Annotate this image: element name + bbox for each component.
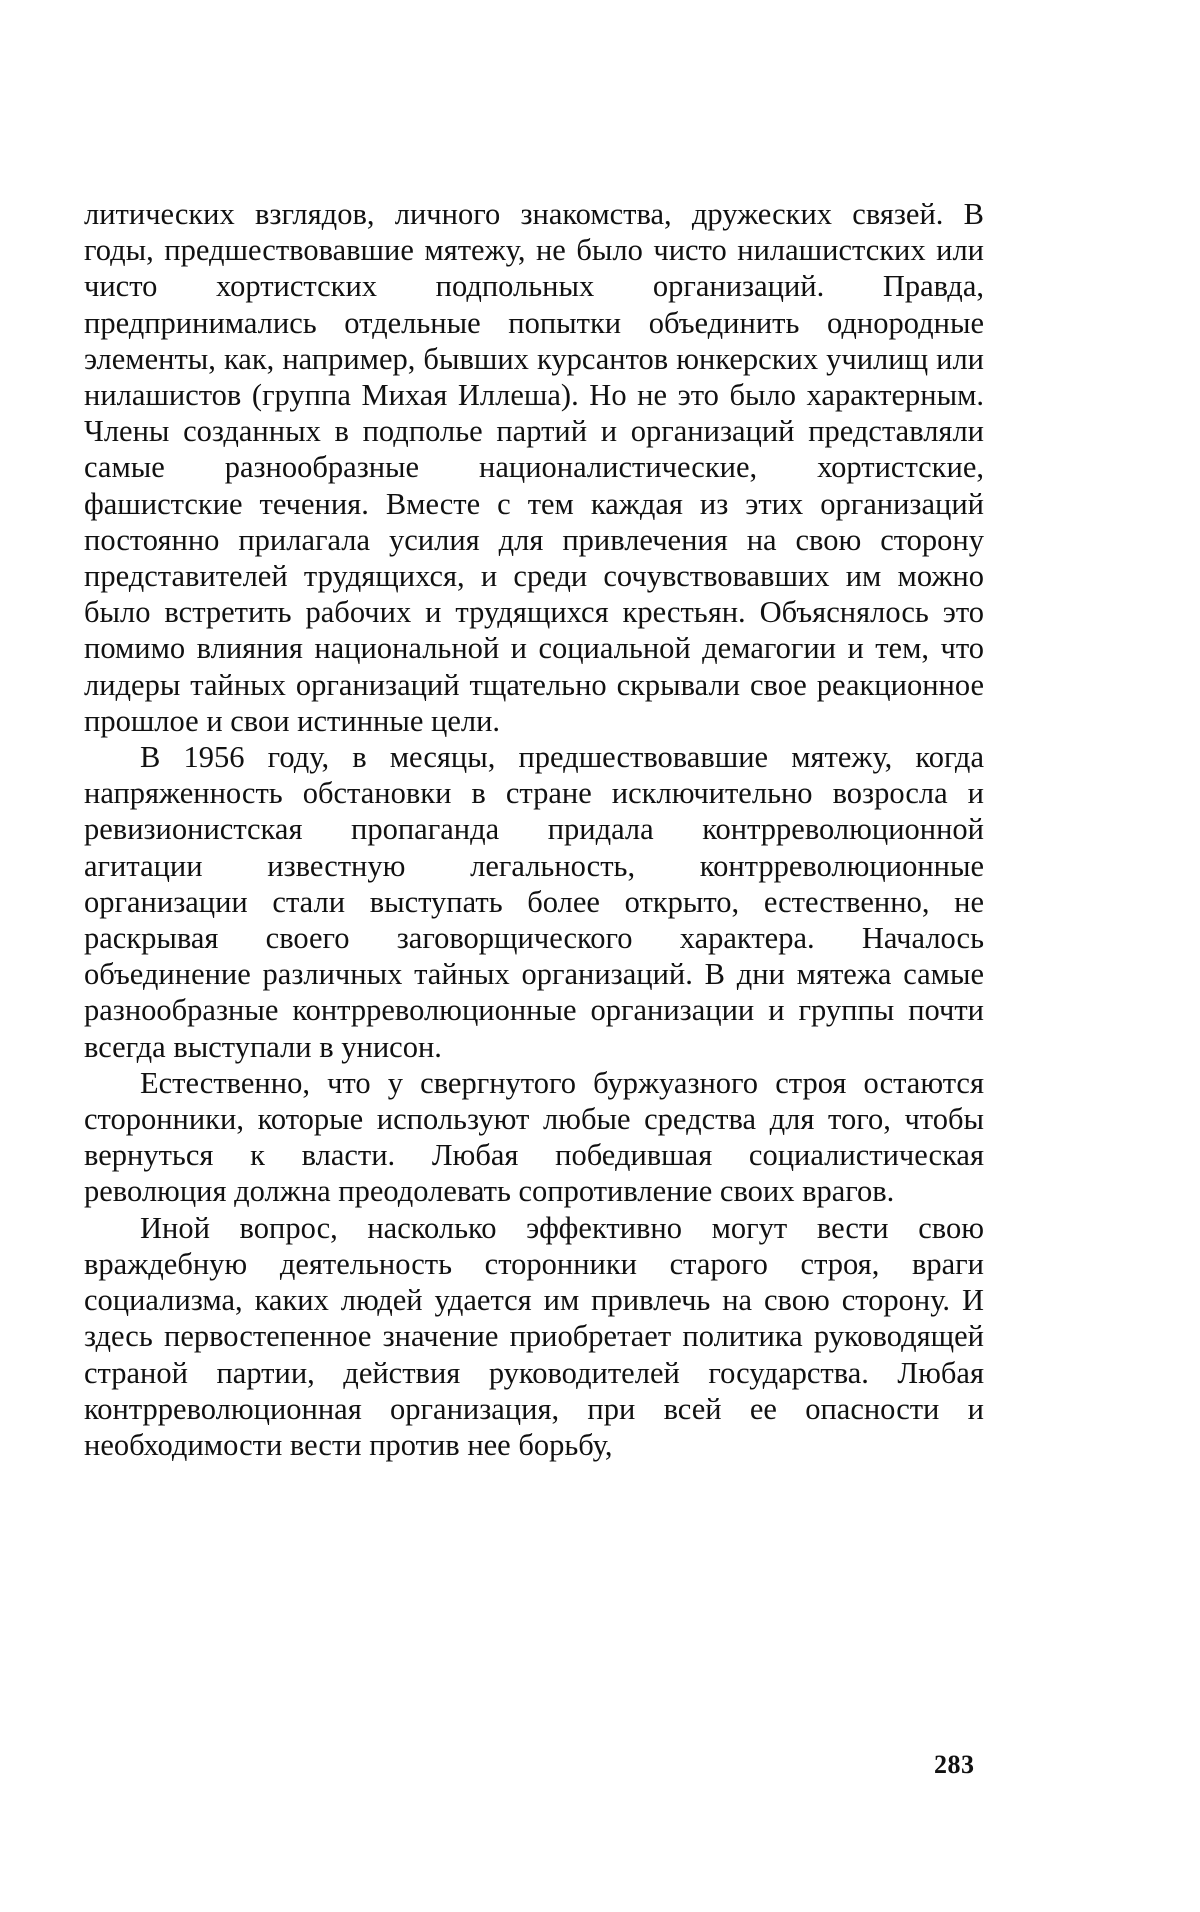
paragraph: Естественно, что у свергнутого буржуазного строя остаются сторонники, которые используют любые средства для того, чтобы вернуться к власти. Любая победившая социалистическая революция должна преодолевать сопротивление своих врагов.: [84, 1065, 984, 1209]
paragraph: В 1956 году, в месяцы, предшествовавшие мятежу, когда напряженность обстановки в стране исключительно возросла и ревизионистская пропаганда придала контрреволюционной агитации известную легальность, контрреволюционные организации стали выступать более открыто, естественно, не раскрывая своего заговорщического характера. Началось объединение различных тайных организаций. В дни мятежа самые разнообразные контрреволюционные организации и группы почти всегда выступали в унисон.: [84, 740, 984, 1064]
paragraph: Иной вопрос, насколько эффективно могут вести свою враждебную деятельность сторонники старого строя, враги социализма, каких людей удается им привлечь на свою сторону. И здесь первостепенное значение приобретает политика руководящей страной партии, действия руководителей государства. Любая контрреволюционная организация, при всей ее опасности и необходимости вести против нее борьбу,: [84, 1210, 984, 1462]
paragraph-continuation: литических взглядов, личного знакомства, дружеских связей. В годы, предшествовавшие мятежу, не было чисто нилашистских или чисто хортистских подпольных организаций. Правда, предпринимались отдельные попытки объединить однородные элементы, как, например, бывших курсантов юнкерских училищ или нилашистов (группа Михая Иллеша). Но не это было характерным. Члены созданных в подполье партий и организаций представляли самые разнообразные националистические, хортистские, фашистские течения. Вместе с тем каждая из этих организаций постоянно прилагала усилия для привлечения на свою сторону представителей трудящихся, и среди сочувствовавших им можно было встретить рабочих и трудящихся крестьян. Объяснялось это помимо влияния национальной и социальной демагогии и тем, что лидеры тайных организаций тщательно скрывали свое реакционное прошлое и свои истинные цели.: [84, 197, 984, 738]
page-number: 283: [934, 1750, 975, 1779]
body-text: [84, 196, 984, 1463]
